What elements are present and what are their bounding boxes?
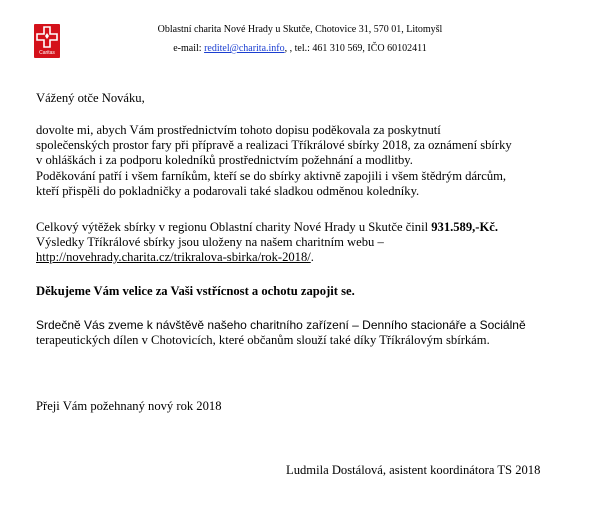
contact-rest: , , tel.: 461 310 569, IČO 60102411 [284, 43, 427, 54]
paragraph-line [36, 220, 576, 235]
email-link[interactable]: reditel@charita.info [204, 43, 285, 54]
paragraph-line [36, 318, 576, 333]
header-contact-line [0, 42, 600, 55]
paragraph-line: dovolte mi, abych Vám prostřednictvím tohoto dopisu poděkovala za poskytnutí [36, 123, 441, 137]
results-text: Celkový výtěžek sbírky v regionu Oblastní charity Nové Hrady u Skutče činil [36, 220, 432, 234]
signature: Ludmila Dostálová, asistent koordinátora TS 2018 [286, 463, 541, 477]
paragraph-line: kteří přispěli do pokladničky a podarovali také sladkou odměnou koledníky. [36, 183, 420, 198]
link-period: . [310, 250, 314, 265]
thanks-line: Děkujeme Vám velice za Vaši vstřícnost a ochotu zapojit se. [36, 284, 355, 298]
paragraph-line: Výsledky Tříkrálové sbírky jsou uloženy na našem charitním webu – [36, 235, 384, 250]
logo-text: Caritas [39, 50, 55, 56]
paragraph-line: Poděkování patří i všem farníkům, kteří se do sbírky aktivně zapojili i všem štědrým dárcům, [36, 168, 507, 183]
paragraph-line: v ohláškách i za podporu koledníků prostřednictvím požehnání a modlitby. [36, 153, 413, 168]
results-link[interactable]: http://novehrady.charita.cz/trikralova-sbirka/rok-2018/ [36, 250, 311, 265]
invite-line-1: Srdečně Vás zveme k návštěvě našeho charitního zařízení – Denního stacionáře a Sociálně [36, 318, 526, 332]
email-label: e-mail: [173, 43, 205, 54]
closing-wish: Přeji Vám požehnaný nový rok 2018 [36, 399, 222, 413]
paragraph-results [36, 220, 576, 266]
paragraph-invite [36, 318, 576, 348]
paragraph-line: společenských prostor fary při přípravě a realizaci Tříkrálové sbírky 2018, za oznámení sbírky [36, 138, 512, 153]
salutation: Vážený otče Nováku, [36, 91, 145, 105]
paragraph-thanks [36, 123, 576, 199]
paragraph-line: terapeutických dílen v Chotovicích, které občanům slouží také díky Tříkrálovým sbírkám. [36, 333, 490, 348]
paragraph-line [36, 250, 576, 265]
header-org-line: Oblastní charita Nové Hrady u Skutče, Chotovice 31, 570 01, Litomyšl [157, 24, 443, 35]
total-amount: 931.589,-Kč. [431, 220, 499, 234]
